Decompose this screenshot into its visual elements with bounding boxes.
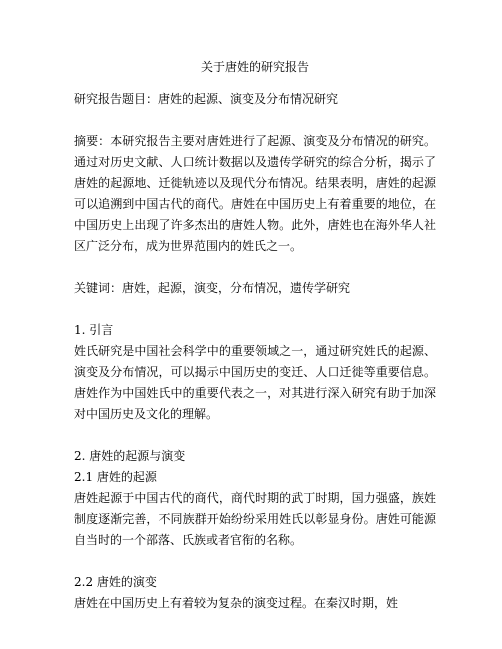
section-1-heading: 1. 引言: [74, 323, 114, 337]
section-2-heading: 2. 唐姓的起源与演变: [74, 449, 186, 463]
section-2-2-heading: 2.2 唐姓的演变: [74, 575, 157, 589]
abstract-paragraph: 摘要：本研究报告主要对唐姓进行了起源、演变及分布情况的研究。通过对历史文献、人口统计数据以及遗传学研究的综合分析，揭示了唐姓的起源地、迁徙轨迹以及现代分布情况。结果表明，唐姓的起源可以追溯到中国古代的商代。唐姓在中国历史上有着重要的地位，在中国历史上出现了许多杰出的唐姓人物。此外，唐姓也在海外华人社区广泛分布，成为世界范围内的姓氏之一。: [74, 134, 436, 253]
paragraph-gap: [74, 425, 436, 446]
section-2-1-text: 唐姓起源于中国古代的商代，商代时期的武丁时期，国力强盛，族姓制度逐渐完善，不同族群开始纷纷采用姓氏以彰显身份。唐姓可能源自当时的一个部落、氏族或者官衔的名称。: [74, 491, 436, 547]
paragraph-gap: [74, 299, 436, 320]
section-1-text: 姓氏研究是中国社会科学中的重要领域之一，通过研究姓氏的起源、演变及分布情况，可以揭示中国历史的变迁、人口迁徙等重要信息。唐姓作为中国姓氏中的重要代表之一，对其进行深入研究有助于加深对中国历史及文化的理解。: [74, 344, 436, 421]
paragraph-gap: [74, 551, 436, 572]
report-subject: 研究报告题目：唐姓的起源、演变及分布情况研究: [74, 92, 339, 106]
document-title: 关于唐姓的研究报告: [200, 60, 309, 74]
paragraph-gap: [74, 257, 436, 278]
document-body: [74, 57, 436, 614]
section-2-1-heading: 2.1 唐姓的起源: [74, 470, 157, 484]
section-2-2-text: 唐姓在中国历史上有着较为复杂的演变过程。在秦汉时期，姓: [74, 596, 399, 610]
keywords-paragraph: 关键词：唐姓，起源，演变，分布情况，遗传学研究: [74, 281, 351, 295]
paragraph-gap: [74, 110, 436, 131]
